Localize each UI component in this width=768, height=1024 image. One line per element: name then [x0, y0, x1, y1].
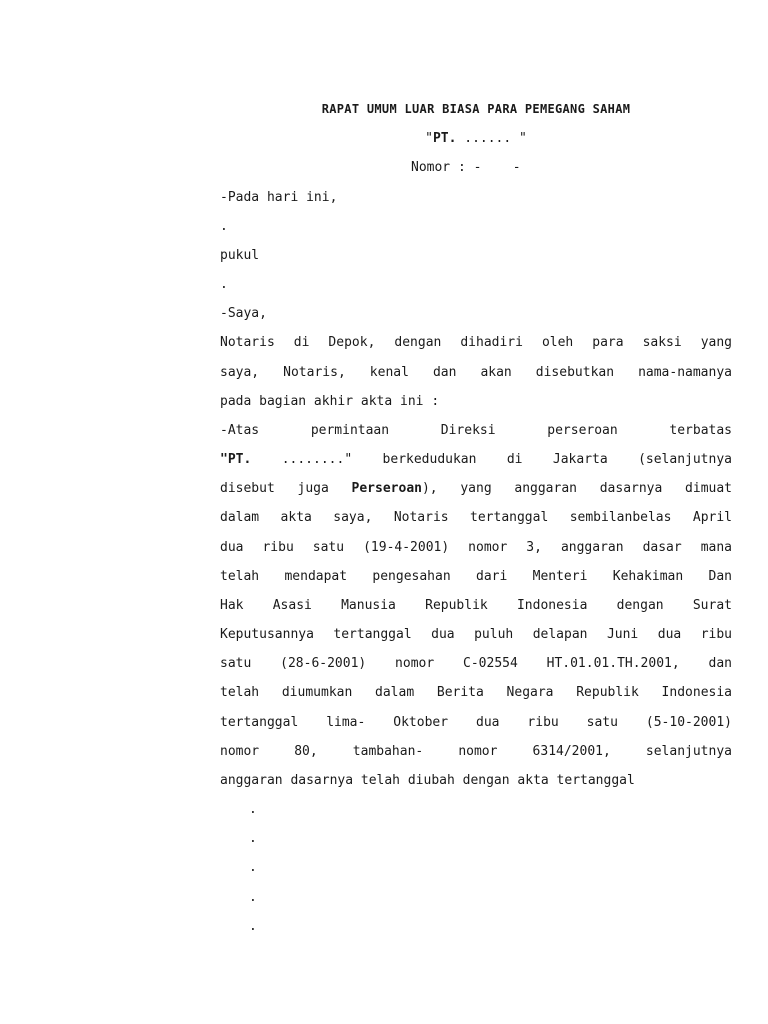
text-line-02: .	[220, 219, 228, 234]
text-line-13: dua ribu satu (19-4-2001) nomor 3, anggaran dasar mana	[220, 540, 732, 555]
text-line-10-pt: "PT.	[220, 452, 252, 467]
text-line-09: -Atas permintaan Direksi perseroan terbatas	[220, 423, 732, 438]
trailing-dot-5: .	[249, 919, 257, 934]
text-line-12: dalam akta saya, Notaris tertanggal sembilanbelas April	[220, 510, 732, 525]
text-line-14: telah mendapat pengesahan dari Menteri Kehakiman Dan	[220, 569, 732, 584]
text-line-04: .	[220, 277, 228, 292]
perseroan-term: Perseroan	[351, 481, 422, 496]
text-line-19: tertanggal lima- Oktober dua ribu satu (5-10-2001)	[220, 715, 732, 730]
text-line-20: nomor 80, tambahan- nomor 6314/2001, selanjutnya	[220, 744, 732, 759]
text-line-16: Keputusannya tertanggal dua puluh delapan Juni dua ribu	[220, 627, 732, 642]
company-open-quote: "	[425, 131, 433, 146]
text-line-07: saya, Notaris, kenal dan akan disebutkan nama-namanya	[220, 365, 732, 380]
text-line-11-pre: disebut juga	[220, 481, 352, 496]
trailing-dot-2: .	[249, 831, 257, 846]
text-line-08: pada bagian akhir akta ini :	[220, 394, 440, 409]
text-line-15: Hak Asasi Manusia Republik Indonesia dengan Surat	[220, 598, 732, 613]
document-title: RAPAT UMUM LUAR BIASA PARA PEMEGANG SAHAM	[321, 102, 631, 116]
text-line-11-post: ), yang anggaran dasarnya dimuat	[421, 481, 732, 496]
text-line-01: -Pada hari ini,	[220, 190, 338, 205]
text-line-06: Notaris di Depok, dengan dihadiri oleh para saksi yang	[220, 335, 732, 350]
text-line-21: anggaran dasarnya telah diubah dengan akta tertanggal	[220, 773, 635, 788]
trailing-dot-1: .	[249, 802, 257, 817]
company-name-rest: ...... "	[456, 131, 527, 146]
company-name-line	[220, 124, 732, 153]
trailing-dot-4: .	[249, 890, 257, 905]
text-line-05: -Saya,	[220, 306, 267, 321]
company-name-pt: PT.	[432, 131, 457, 146]
text-line-10	[220, 445, 732, 474]
text-line-03: pukul	[220, 248, 260, 263]
trailing-dot-3: .	[249, 860, 257, 875]
deed-number-line: Nomor : - -	[411, 160, 521, 175]
text-line-11	[220, 474, 732, 503]
text-line-18: telah diumumkan dalam Berita Negara Republik Indonesia	[220, 685, 732, 700]
text-line-10-rest: ........" berkedudukan di Jakarta (selanjutnya	[251, 452, 732, 467]
text-line-17: satu (28-6-2001) nomor C-02554 HT.01.01.TH.2001, dan	[220, 656, 732, 671]
